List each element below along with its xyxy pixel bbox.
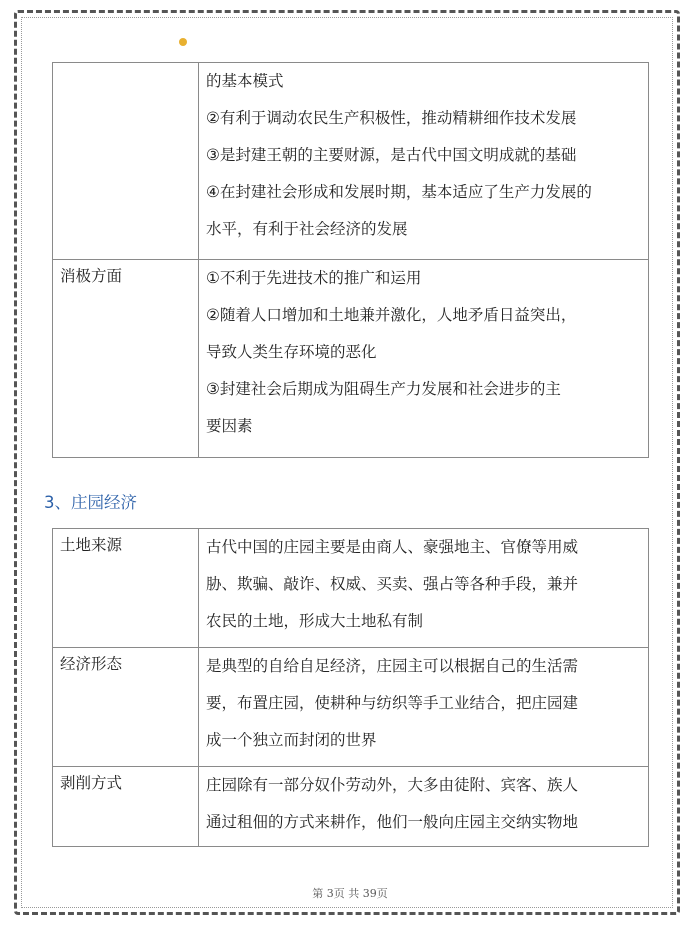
text-line: 农民的土地，形成大土地私有制 [206, 612, 424, 630]
text-line: 要，布置庄园，使耕种与纺织等手工业结合，把庄园建 [206, 694, 579, 712]
text-line: 成一个独立而封闭的世界 [206, 731, 377, 749]
text-line: 的基本模式 [206, 72, 284, 90]
text-line: ②随着人口增加和土地兼并激化，人地矛盾日益突出， [206, 306, 577, 324]
text-line: 导致人类生存环境的恶化 [206, 343, 377, 361]
table-row [53, 529, 649, 648]
page-footer: 第 3页 共 39页 [312, 887, 388, 900]
table-row [53, 648, 649, 767]
text-line: ④在封建社会形成和发展时期，基本适应了生产力发展的 [206, 183, 592, 201]
row-content [199, 63, 649, 260]
row-label [53, 63, 199, 260]
row-content [199, 648, 649, 767]
row-content [199, 260, 649, 458]
text-line: 胁、欺骗、敲诈、权威、买卖、强占等各种手段，兼并 [206, 575, 579, 593]
text-line: ②有利于调动农民生产积极性，推动精耕细作技术发展 [206, 109, 577, 127]
row-content [199, 529, 649, 648]
text-line: ③是封建王朝的主要财源，是古代中国文明成就的基础 [206, 146, 577, 164]
row-label-exploitation: 剥削方式 [53, 767, 199, 847]
table-row [53, 260, 649, 458]
table-manor-economy [52, 528, 649, 847]
table-row [53, 767, 649, 847]
table-row [53, 63, 649, 260]
row-label-land-source: 土地来源 [53, 529, 199, 648]
decorative-dot [179, 38, 187, 46]
text-line: 庄园除有一部分奴仆劳动外，大多由徒附、宾客、族人 [206, 776, 579, 794]
text-line: 是典型的自给自足经济，庄园主可以根据自己的生活需 [206, 657, 579, 675]
row-label-negative: 消极方面 [53, 260, 199, 458]
section-title: 3、庄园经济 [44, 493, 137, 512]
table-agriculture-effects [52, 62, 649, 458]
row-label-economic-form: 经济形态 [53, 648, 199, 767]
text-line: 古代中国的庄园主要是由商人、豪强地主、官僚等用威 [206, 538, 579, 556]
text-line: ①不利于先进技术的推广和运用 [206, 269, 422, 287]
row-content [199, 767, 649, 847]
text-line: 水平，有利于社会经济的发展 [206, 220, 408, 238]
text-line: ③封建社会后期成为阻碍生产力发展和社会进步的主 [206, 380, 561, 398]
text-line: 通过租佃的方式来耕作，他们一般向庄园主交纳实物地 [206, 813, 579, 831]
text-line: 要因素 [206, 417, 253, 435]
